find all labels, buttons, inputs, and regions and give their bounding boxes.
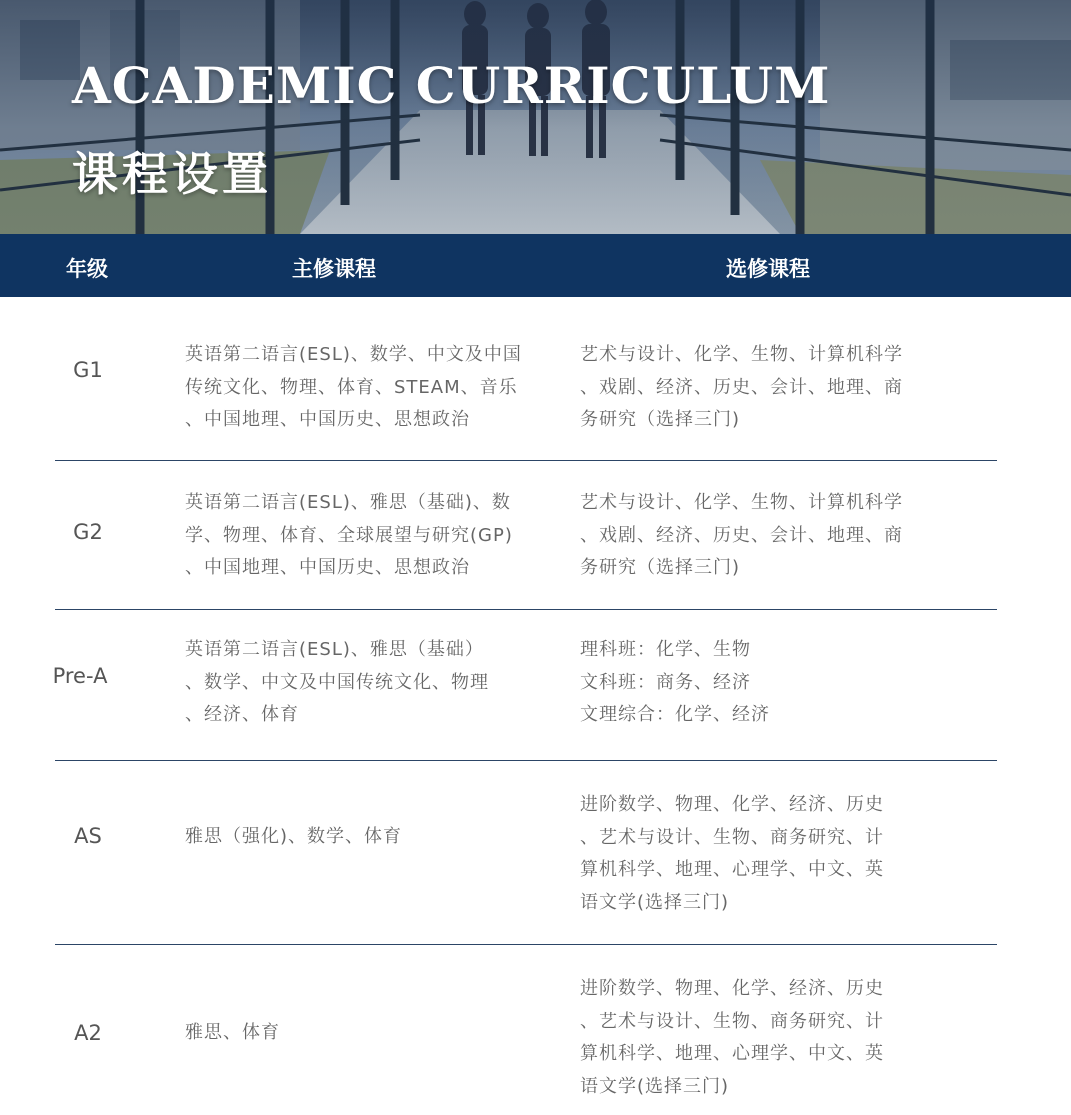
elective-line: 艺术与设计、化学、生物、计算机科学 xyxy=(580,492,903,513)
elective-courses-cell xyxy=(580,634,960,732)
major-courses-cell xyxy=(185,821,535,854)
elective-line: 进阶数学、物理、化学、经济、历史 xyxy=(580,794,884,815)
header-major-courses: 主修课程 xyxy=(292,257,376,281)
grade-cell: Pre-A xyxy=(52,664,108,688)
grade-cell: A2 xyxy=(74,1021,102,1045)
elective-line: 算机科学、地理、心理学、中文、英 xyxy=(580,859,884,880)
elective-line: 算机科学、地理、心理学、中文、英 xyxy=(580,1043,884,1064)
table-row-as xyxy=(0,761,1071,944)
page-title-en: ACADEMIC CURRICULUM xyxy=(72,56,831,115)
table-row-g2 xyxy=(0,461,1071,609)
elective-line: 、艺术与设计、生物、商务研究、计 xyxy=(580,1010,884,1032)
major-line: 英语第二语言(ESL)、数学、中文及中国 xyxy=(185,344,522,365)
major-line: 、经济、体育 xyxy=(185,704,299,725)
grade-cell: G1 xyxy=(73,358,103,382)
header-elective-courses: 选修课程 xyxy=(726,257,810,281)
elective-line: 、戏剧、经济、历史、会计、地理、商 xyxy=(580,376,903,398)
elective-line: 务研究（选择三门) xyxy=(580,557,741,578)
elective-courses-cell xyxy=(580,789,960,919)
major-courses-cell xyxy=(185,487,535,585)
elective-line: 语文学(选择三门) xyxy=(580,891,730,913)
header-grade: 年级 xyxy=(66,257,108,281)
table-row-pre-a xyxy=(0,610,1071,760)
elective-line: 文科班：商务、经济 xyxy=(580,671,751,693)
elective-line: 艺术与设计、化学、生物、计算机科学 xyxy=(580,344,903,365)
major-line: 、中国地理、中国历史、思想政治 xyxy=(185,557,470,578)
grade-cell: G2 xyxy=(73,520,103,544)
elective-line: 、艺术与设计、生物、商务研究、计 xyxy=(580,826,884,848)
major-line: 英语第二语言(ESL)、雅思（基础） xyxy=(185,639,484,660)
hero-banner xyxy=(0,0,1071,234)
elective-line: 务研究（选择三门) xyxy=(580,409,741,430)
table-row-g1 xyxy=(0,297,1071,461)
table-row-a2 xyxy=(0,945,1071,1115)
elective-line: 进阶数学、物理、化学、经济、历史 xyxy=(580,978,884,999)
page-title-zh: 课程设置 xyxy=(72,147,272,201)
major-line: 传统文化、物理、体育、STEAM、音乐 xyxy=(185,376,518,398)
major-line: 学、物理、体育、全球展望与研究(GP) xyxy=(185,524,513,546)
major-line: 雅思、体育 xyxy=(185,1022,280,1043)
elective-line: 语文学(选择三门) xyxy=(580,1075,730,1097)
grade-cell: AS xyxy=(74,824,102,848)
table-header xyxy=(0,234,1071,297)
major-line: 、数学、中文及中国传统文化、物理 xyxy=(185,671,489,693)
elective-courses-cell xyxy=(580,973,960,1103)
major-courses-cell xyxy=(185,339,535,437)
major-courses-cell xyxy=(185,1017,535,1050)
elective-courses-cell xyxy=(580,487,960,585)
elective-courses-cell xyxy=(580,339,960,437)
elective-line: 文理综合：化学、经济 xyxy=(580,704,770,725)
major-line: 、中国地理、中国历史、思想政治 xyxy=(185,409,470,430)
elective-line: 理科班：化学、生物 xyxy=(580,639,751,660)
elective-line: 、戏剧、经济、历史、会计、地理、商 xyxy=(580,524,903,546)
major-line: 英语第二语言(ESL)、雅思（基础)、数 xyxy=(185,492,511,513)
major-courses-cell xyxy=(185,634,535,732)
major-line: 雅思（强化)、数学、体育 xyxy=(185,826,403,847)
